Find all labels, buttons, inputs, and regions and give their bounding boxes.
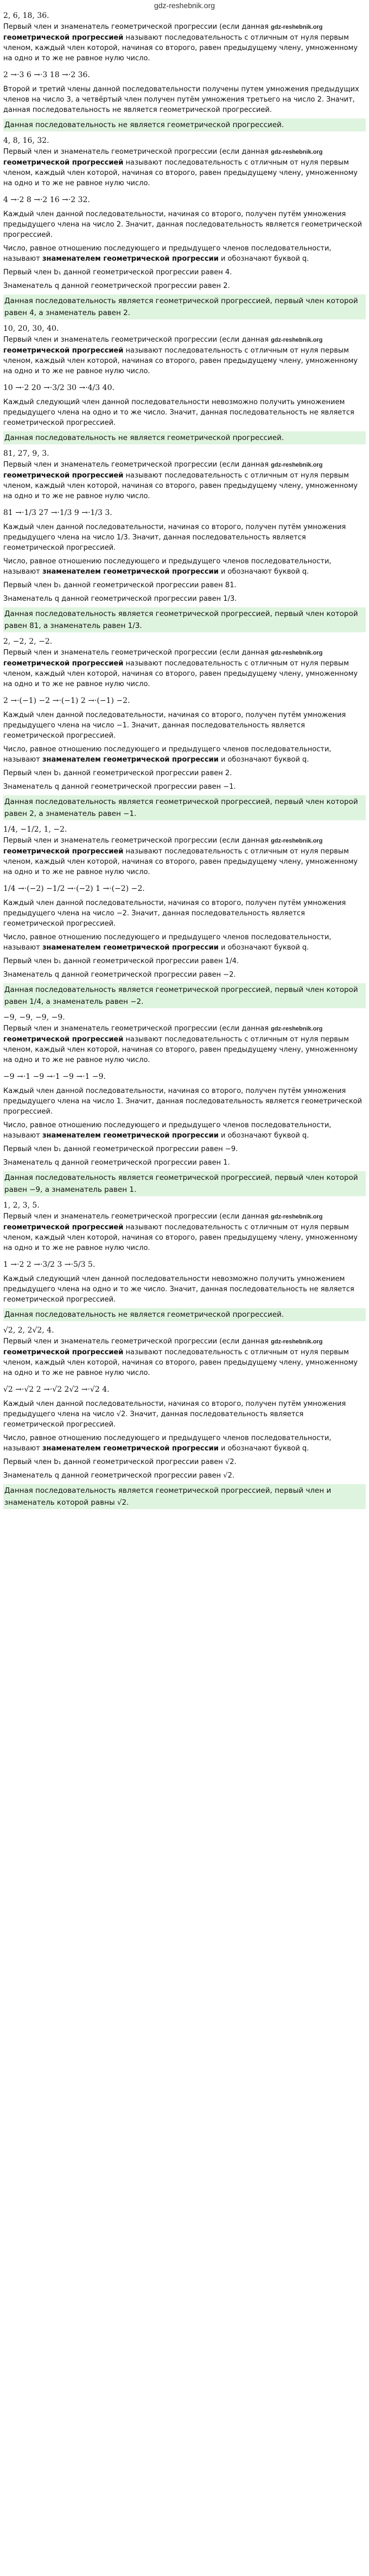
definition-term: геометрической прогрессией	[3, 847, 124, 856]
definition-text: Первый член и знаменатель геометрической прогрессии (если данная	[3, 461, 269, 469]
sequence-line: 2, 6, 18, 36.	[3, 11, 49, 20]
ratio-text: Число, равное отношению последующего и предыдущего членов последовательности, называют	[3, 933, 332, 952]
explanation-paragraph: Первый член b₁ данной геометрической прогрессии равен 4.	[3, 268, 232, 277]
ratio-term: знаменателем геометрической прогрессии	[42, 255, 219, 263]
explanation-paragraph: Знаменатель q данной геометрической прогрессии равен 2.	[3, 282, 230, 290]
definition-text: Первый член и знаменатель геометрической прогрессии (если данная	[3, 336, 269, 344]
explanation-paragraph: Первый член b₁ данной геометрической прогрессии равен 81.	[3, 581, 237, 589]
ratio-definition	[3, 243, 366, 264]
sequence-line: 2, −2, 2, −2.	[3, 637, 53, 646]
ratio-term: знаменателем геометрической прогрессии	[42, 1132, 219, 1140]
ratio-definition	[3, 744, 366, 765]
definition-term: геометрической прогрессией	[3, 659, 124, 668]
definition-term: геометрической прогрессией	[3, 159, 124, 167]
ratio-text: и обозначают буквой q.	[220, 568, 309, 576]
definition-paragraph	[3, 335, 366, 376]
ratio-text: и обозначают буквой q.	[220, 1444, 309, 1453]
sequence-line: −9, −9, −9, −9.	[3, 1013, 65, 1022]
solution-section	[3, 448, 366, 632]
ratio-text: и обозначают буквой q.	[220, 1132, 309, 1140]
ratio-term: знаменателем геометрической прогрессии	[42, 568, 219, 576]
definition-term: геометрической прогрессией	[3, 1348, 124, 1356]
ratio-definition	[3, 1433, 366, 1454]
explanation-paragraph: Первый член b₁ данной геометрической прогрессии равен √2.	[3, 1458, 237, 1466]
definition-paragraph	[3, 1023, 366, 1065]
definition-paragraph	[3, 1336, 366, 1378]
definition-term: геометрической прогрессией	[3, 1223, 124, 1232]
definition-paragraph	[3, 147, 366, 189]
ratio-text: Число, равное отношению последующего и предыдущего членов последовательности, называют	[3, 745, 332, 764]
verdict-highlight: Данная последовательность является геометрической прогрессией, первый член которой равен 1/4, а знаменатель равен −2.	[3, 983, 366, 1008]
definition-text: Первый член и знаменатель геометрической прогрессии (если данная	[3, 837, 269, 845]
multiplication-chain: 81 →·1/3 27 →·1/3 9 →·1/3 3.	[3, 508, 112, 517]
explanation-paragraph: Первый член b₁ данной геометрической прогрессии равен −9.	[3, 1145, 238, 1153]
ratio-definition	[3, 556, 366, 577]
explanation-paragraph: Каждый член данной последовательности, начиная со второго, получен путём умножения предыдущего члена на число 1/3. Значит, данная последовательность является геометрической прогрессией.	[3, 523, 346, 552]
multiplication-chain: 1 →·2 2 →·3/2 3 →·5/3 5.	[3, 1260, 96, 1269]
solution-section	[3, 636, 366, 820]
definition-text: Первый член и знаменатель геометрической прогрессии (если данная	[3, 1212, 269, 1221]
definition-text: называют последовательность с отличным от нуля первым членом, каждый член которой, начиная со второго, равен предыдущему члену, умноженному на одно и то же не равное нулю число.	[3, 1223, 358, 1252]
sequence-line: √2, 2, 2√2, 4.	[3, 1326, 54, 1335]
multiplication-chain: 2 →·(−1) −2 →·(−1) 2 →·(−1) −2.	[3, 696, 130, 705]
definition-text: называют последовательность с отличным от нуля первым членом, каждый член которой, начиная со второго, равен предыдущему члену, умноженному на одно и то же не равное нулю число.	[3, 472, 358, 500]
definition-text: Первый член и знаменатель геометрической прогрессии (если данная	[3, 148, 269, 156]
sequence-line: 1, 2, 3, 5.	[3, 1201, 40, 1210]
multiplication-chain: 2 →·3 6 →·3 18 →·2 36.	[3, 71, 90, 79]
definition-paragraph	[3, 22, 366, 64]
explanation-paragraph: Знаменатель q данной геометрической прогрессии равен −2.	[3, 971, 236, 979]
explanation-paragraph: Первый член b₁ данной геометрической прогрессии равен 2.	[3, 769, 232, 777]
sequence-line: 10, 20, 30, 40.	[3, 324, 59, 333]
ratio-term: знаменателем геометрической прогрессии	[42, 756, 219, 764]
explanation-paragraph: Первый член b₁ данной геометрической прогрессии равен 1/4.	[3, 957, 239, 965]
definition-term: геометрической прогрессией	[3, 347, 124, 355]
verdict-highlight: Данная последовательность является геометрической прогрессией, первый член которой равен 81, а знаменатель равен 1/3.	[3, 607, 366, 632]
verdict-highlight: Данная последовательность является геометрической прогрессией, первый член которой равен 2, а знаменатель равен −1.	[3, 795, 366, 820]
verdict-highlight: Данная последовательность является геометрической прогрессией, первый член которой равен 4, а знаменатель равен 2.	[3, 294, 366, 319]
multiplication-chain: 1/4 →·(−2) −1/2 →·(−2) 1 →·(−2) −2.	[3, 884, 145, 893]
definition-paragraph	[3, 460, 366, 501]
verdict-highlight: Данная последовательность является геометрической прогрессией, первый член которой равен −9, а знаменатель равен 1.	[3, 1171, 366, 1196]
definition-paragraph	[3, 835, 366, 877]
watermark: gdz-reshebnik.org	[271, 337, 323, 343]
definition-text: называют последовательность с отличным от нуля первым членом, каждый член которой, начиная со второго, равен предыдущему члену, умноженному на одно и то же не равное нулю число.	[3, 659, 358, 688]
site-header[interactable]: gdz-reshebnik.org	[154, 1, 215, 10]
ratio-text: Число, равное отношению последующего и предыдущего членов последовательности, называют	[3, 557, 332, 576]
explanation-paragraph: Каждый следующий член данной последовательности невозможно получить умножением предыдущего члена на одно и то же число. Значит, данная последовательность не является геометрической прогрессией.	[3, 1275, 354, 1304]
explanation-paragraph: Знаменатель q данной геометрической прогрессии равен 1.	[3, 1159, 230, 1167]
ratio-text: и обозначают буквой q.	[220, 255, 309, 263]
watermark: gdz-reshebnik.org	[271, 1214, 323, 1220]
explanation-paragraph: Каждый член данной последовательности, начиная со второго, получен путём умножения предыдущего члена на число −1. Значит, данная последовательность является геометрической прогрессией.	[3, 711, 346, 740]
ratio-definition	[3, 1120, 366, 1141]
solution-section	[3, 1324, 366, 1509]
verdict-highlight: Данная последовательность не является геометрической прогрессией.	[3, 431, 366, 444]
definition-text: называют последовательность с отличным от нуля первым членом, каждый член которой, начиная со второго, равен предыдущему члену, умноженному на одно и то же не равное нулю число.	[3, 347, 358, 375]
solution-section	[3, 824, 366, 1008]
verdict-highlight: Данная последовательность не является геометрической прогрессией.	[3, 1308, 366, 1321]
definition-text: называют последовательность с отличным от нуля первым членом, каждый член которой, начиная со второго, равен предыдущему члену, умноженному на одно и то же не равное нулю число.	[3, 847, 358, 876]
ratio-text: и обозначают буквой q.	[220, 944, 309, 952]
ratio-term: знаменателем геометрической прогрессии	[42, 944, 219, 952]
watermark: gdz-reshebnik.org	[271, 1339, 323, 1345]
definition-text: Первый член и знаменатель геометрической прогрессии (если данная	[3, 649, 269, 657]
watermark: gdz-reshebnik.org	[271, 24, 323, 30]
solution-sections	[3, 10, 366, 1509]
definition-text: Первый член и знаменатель геометрической прогрессии (если данная	[3, 23, 269, 31]
definition-text: называют последовательность с отличным от нуля первым членом, каждый член которой, начиная со второго, равен предыдущему члену, умноженному на одно и то же не равное нулю число.	[3, 1035, 358, 1064]
sequence-line: 81, 27, 9, 3.	[3, 449, 49, 458]
ratio-term: знаменателем геометрической прогрессии	[42, 1444, 219, 1453]
solution-section	[3, 1011, 366, 1196]
explanation-paragraph: Каждый член данной последовательности, начиная со второго, получен путём умножения предыдущего члена на число 2. Значит, данная последовательность является геометрической прогрессией.	[3, 210, 362, 239]
multiplication-chain: 4 →·2 8 →·2 16 →·2 32.	[3, 196, 90, 204]
solution-section	[3, 1199, 366, 1321]
watermark: gdz-reshebnik.org	[271, 838, 323, 844]
definition-paragraph	[3, 1211, 366, 1253]
ratio-text: Число, равное отношению последующего и предыдущего членов последовательности, называют	[3, 1121, 332, 1140]
explanation-paragraph: Каждый член данной последовательности, начиная со второго, получен путём умножения предыдущего члена на число −2. Значит, данная последовательность является геометрической прогрессией.	[3, 899, 346, 928]
sequence-line: 4, 8, 16, 32.	[3, 136, 49, 145]
watermark: gdz-reshebnik.org	[271, 1026, 323, 1032]
definition-text: Первый член и знаменатель геометрической прогрессии (если данная	[3, 1337, 269, 1346]
explanation-paragraph: Каждый следующий член данной последовательности невозможно получить умножением предыдущего члена на одно и то же число. Значит, данная последовательность не является геометрической прогрессией.	[3, 398, 354, 427]
explanation-paragraph: Каждый член данной последовательности, начиная со второго, получен путём умножения предыдущего члена на число √2. Значит, данная последовательность является геометрической прогрессией.	[3, 1400, 346, 1429]
explanation-paragraph: Знаменатель q данной геометрической прогрессии равен √2.	[3, 1472, 234, 1480]
solution-section	[3, 135, 366, 319]
definition-text: называют последовательность с отличным от нуля первым членом, каждый член которой, начиная со второго, равен предыдущему члену, умноженному на одно и то же не равное нулю число.	[3, 34, 358, 62]
multiplication-chain: 10 →·2 20 →·3/2 30 →·4/3 40.	[3, 384, 114, 392]
ratio-text: Число, равное отношению последующего и предыдущего членов последовательности, называют	[3, 244, 332, 263]
solution-section	[3, 323, 366, 444]
definition-text: называют последовательность с отличным от нуля первым членом, каждый член которой, начиная со второго, равен предыдущему члену, умноженному на одно и то же не равное нулю число.	[3, 159, 358, 187]
verdict-highlight: Данная последовательность не является геометрической прогрессией.	[3, 118, 366, 131]
verdict-highlight: Данная последовательность является геометрической прогрессией, первый член и знаменатель которой равны √2.	[3, 1484, 366, 1509]
explanation-paragraph: Каждый член данной последовательности, начиная со второго, получен путём умножения предыдущего члена на число 1. Значит, данная последовательность является геометрической прогрессией.	[3, 1087, 362, 1116]
definition-paragraph	[3, 648, 366, 689]
definition-term: геометрической прогрессией	[3, 34, 124, 42]
ratio-text: и обозначают буквой q.	[220, 756, 309, 764]
definition-text: Первый член и знаменатель геометрической прогрессии (если данная	[3, 1025, 269, 1033]
multiplication-chain: √2 →·√2 2 →·√2 2√2 →·√2 4.	[3, 1385, 110, 1394]
watermark: gdz-reshebnik.org	[271, 650, 323, 656]
multiplication-chain: −9 →·1 −9 →·1 −9 →·1 −9.	[3, 1072, 106, 1081]
definition-text: называют последовательность с отличным от нуля первым членом, каждый член которой, начиная со второго, равен предыдущему члену, умноженному на одно и то же не равное нулю число.	[3, 1348, 358, 1377]
sequence-line: 1/4, −1/2, 1, −2.	[3, 825, 67, 834]
definition-term: геометрической прогрессией	[3, 472, 124, 480]
explanation-paragraph: Знаменатель q данной геометрической прогрессии равен 1/3.	[3, 595, 237, 603]
ratio-definition	[3, 932, 366, 953]
explanation-paragraph: Знаменатель q данной геометрической прогрессии равен −1.	[3, 783, 236, 791]
solution-section	[3, 10, 366, 131]
watermark: gdz-reshebnik.org	[271, 149, 323, 155]
ratio-text: Число, равное отношению последующего и предыдущего членов последовательности, называют	[3, 1434, 332, 1453]
definition-term: геометрической прогрессией	[3, 1035, 124, 1044]
explanation-paragraph: Второй и третий члены данной последовательности получены путем умножения предыдущих членов на число 3, а четвёртый член получен путём умножения третьего на число 2. Значит, данная последовательность не является геометрической прогрессией.	[3, 85, 359, 114]
watermark: gdz-reshebnik.org	[271, 462, 323, 468]
